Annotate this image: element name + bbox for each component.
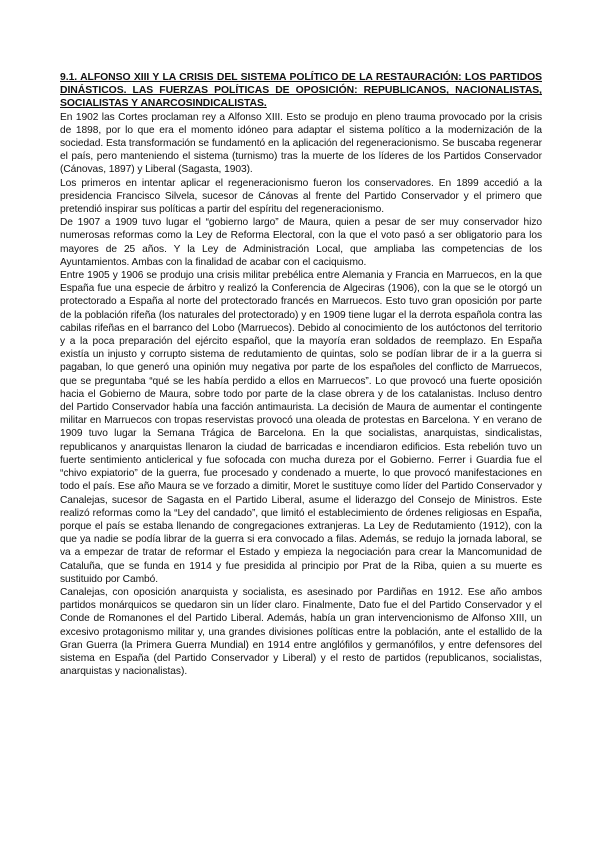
document-page [60, 71, 542, 678]
paragraph-1: En 1902 las Cortes proclaman rey a Alfonso XIII. Esto se produjo en pleno trauma provocado por la crisis de 1898, por lo que era el momento idóneo para adaptar el sistema político a la modernización de la sociedad. Esta transformación se fundamentó en la aplicación del regeneracionismo. Se buscaba regenerar el país, pero manteniendo el sistema (turnismo) tras la muerte de los líderes de los Partidos Conservador (Cánovas, 1897) y Liberal (Sagasta, 1903). [60, 111, 542, 176]
paragraph-3: De 1907 a 1909 tuvo lugar el “gobierno largo” de Maura, quien a pesar de ser muy conservador hizo numerosas reformas como la Ley de Reforma Electoral, con la que el voto pasó a ser obligatorio para los mayores de 25 años. Y la Ley de Administración Local, que ampliaba las competencias de los Ayuntamientos. Ambas con la finalidad de acabar con el caciquismo. [60, 217, 542, 268]
paragraph-2: Los primeros en intentar aplicar el regeneracionismo fueron los conservadores. En 1899 accedió a la presidencia Francisco Silvela, sucesor de Cánovas al frente del Partido Conservador y el primero que pretendió inspirar sus políticas a partir del espíritu del regeneracionismo. [60, 177, 542, 216]
paragraph-4: Entre 1905 y 1906 se produjo una crisis militar prebélica entre Alemania y Francia en Marruecos, en la que España fue una especie de árbitro y realizó la Conferencia de Algeciras (1906), con la que se le otorgó un protectorado a España al norte del protectorado francés en Marruecos. Esto tuvo gran oposición por parte de la población rifeña (los naturales del protectorado) y en 1909 tiene lugar el la derrota española contra las cabilas rifeñas en el barranco del Lobo (Marruecos). Debido al conocimiento de los autóctonos del territorio y a la poca preparación del ejército español, que la mayoría eran soldados de reemplazo. En España existía un injusto y corrupto sistema de redutamiento de quintas, solo se podían librar de ir a la guerra si pagaban, lo que generó una opinión muy negativa por parte de los españoles del conflicto de Marruecos, que se preguntaba “qué se les había perdido a ellos en Marruecos”. Lo que provocó una fuerte oposición hacia el Gobierno de Maura, sobre todo por parte de la clase obrera y de los catalanistas. Incluso dentro del Partido Conservador había una facción antimaurista. La decisión de Maura de aumentar el contingente militar en Marruecos con tropas reservistas provocó una oleada de protestas en Barcelona. Y en verano de 1909 tuvo lugar la Semana Trágica de Barcelona. En la que socialistas, anarquistas, sindicalistas, republicanos y anarquistas llenaron la ciudad de barricadas e incendiaron edificios. Esta rebelión tuvo un fuerte sentimiento anticlerical y fue sofocada con mucha dureza por el Gobierno. Ferrer i Guardia fue el “chivo expiatorio” de la guerra, fue procesado y condenado a muerte, lo que provocó manifestaciones en todo el país. Ese año Maura se ve forzado a dimitir, Moret le sustituye como líder del Partido Conservador y Canalejas, sucesor de Sagasta en el Partido Liberal, asume el liderazgo del Consejo de Ministros. Este realizó reformas como la “Ley del candado”, que limitó el establecimiento de órdenes religiosas en España, porque el país se estaba llenando de congregaciones extranjeras. La Ley de Redutamiento (1912), con la que ya nadie se podía librar de la guerra si era convocado a filas. Además, se redujo la jornada laboral, se va a empezar de tratar de reformar el Estado y empieza la negociación para crear la Mancomunidad de Cataluña, que se funda en 1914 y fue presidida al principio por Prat de la Riba, quien a su muerte es sustituido por Cambó. [60, 270, 542, 585]
paragraph-5: Canalejas, con oposición anarquista y socialista, es asesinado por Pardiñas en 1912. Ese año ambos partidos monárquicos se quedaron sin un líder claro. Finalmente, Dato fue el del Partido Conservador y el Conde de Romanones el del Partido Liberal. Además, había un gran intervencionismo de Alfonso XIII, un excesivo protagonismo militar y, una grandes divisiones políticas entre la población, ante el estallido de la Gran Guerra (la Primera Guerra Mundial) en 1914 entre anglófilos y germanófilos, y entre defensores del sistema en España (del Partido Conservador y Liberal) y el resto de partidos (republicanos, socialistas, anarquistas y nacionalistas). [60, 586, 542, 678]
document-title: 9.1. ALFONSO XIII Y LA CRISIS DEL SISTEMA POLÍTICO DE LA RESTAURACIÓN: LOS PARTIDOS DINÁSTICOS. LAS FUERZAS POLÍTICAS DE OPOSICIÓN: REPUBLICANOS, NACIONALISTAS, SOCIALISTAS Y ANARCOSINDICALISTAS. [60, 72, 542, 110]
